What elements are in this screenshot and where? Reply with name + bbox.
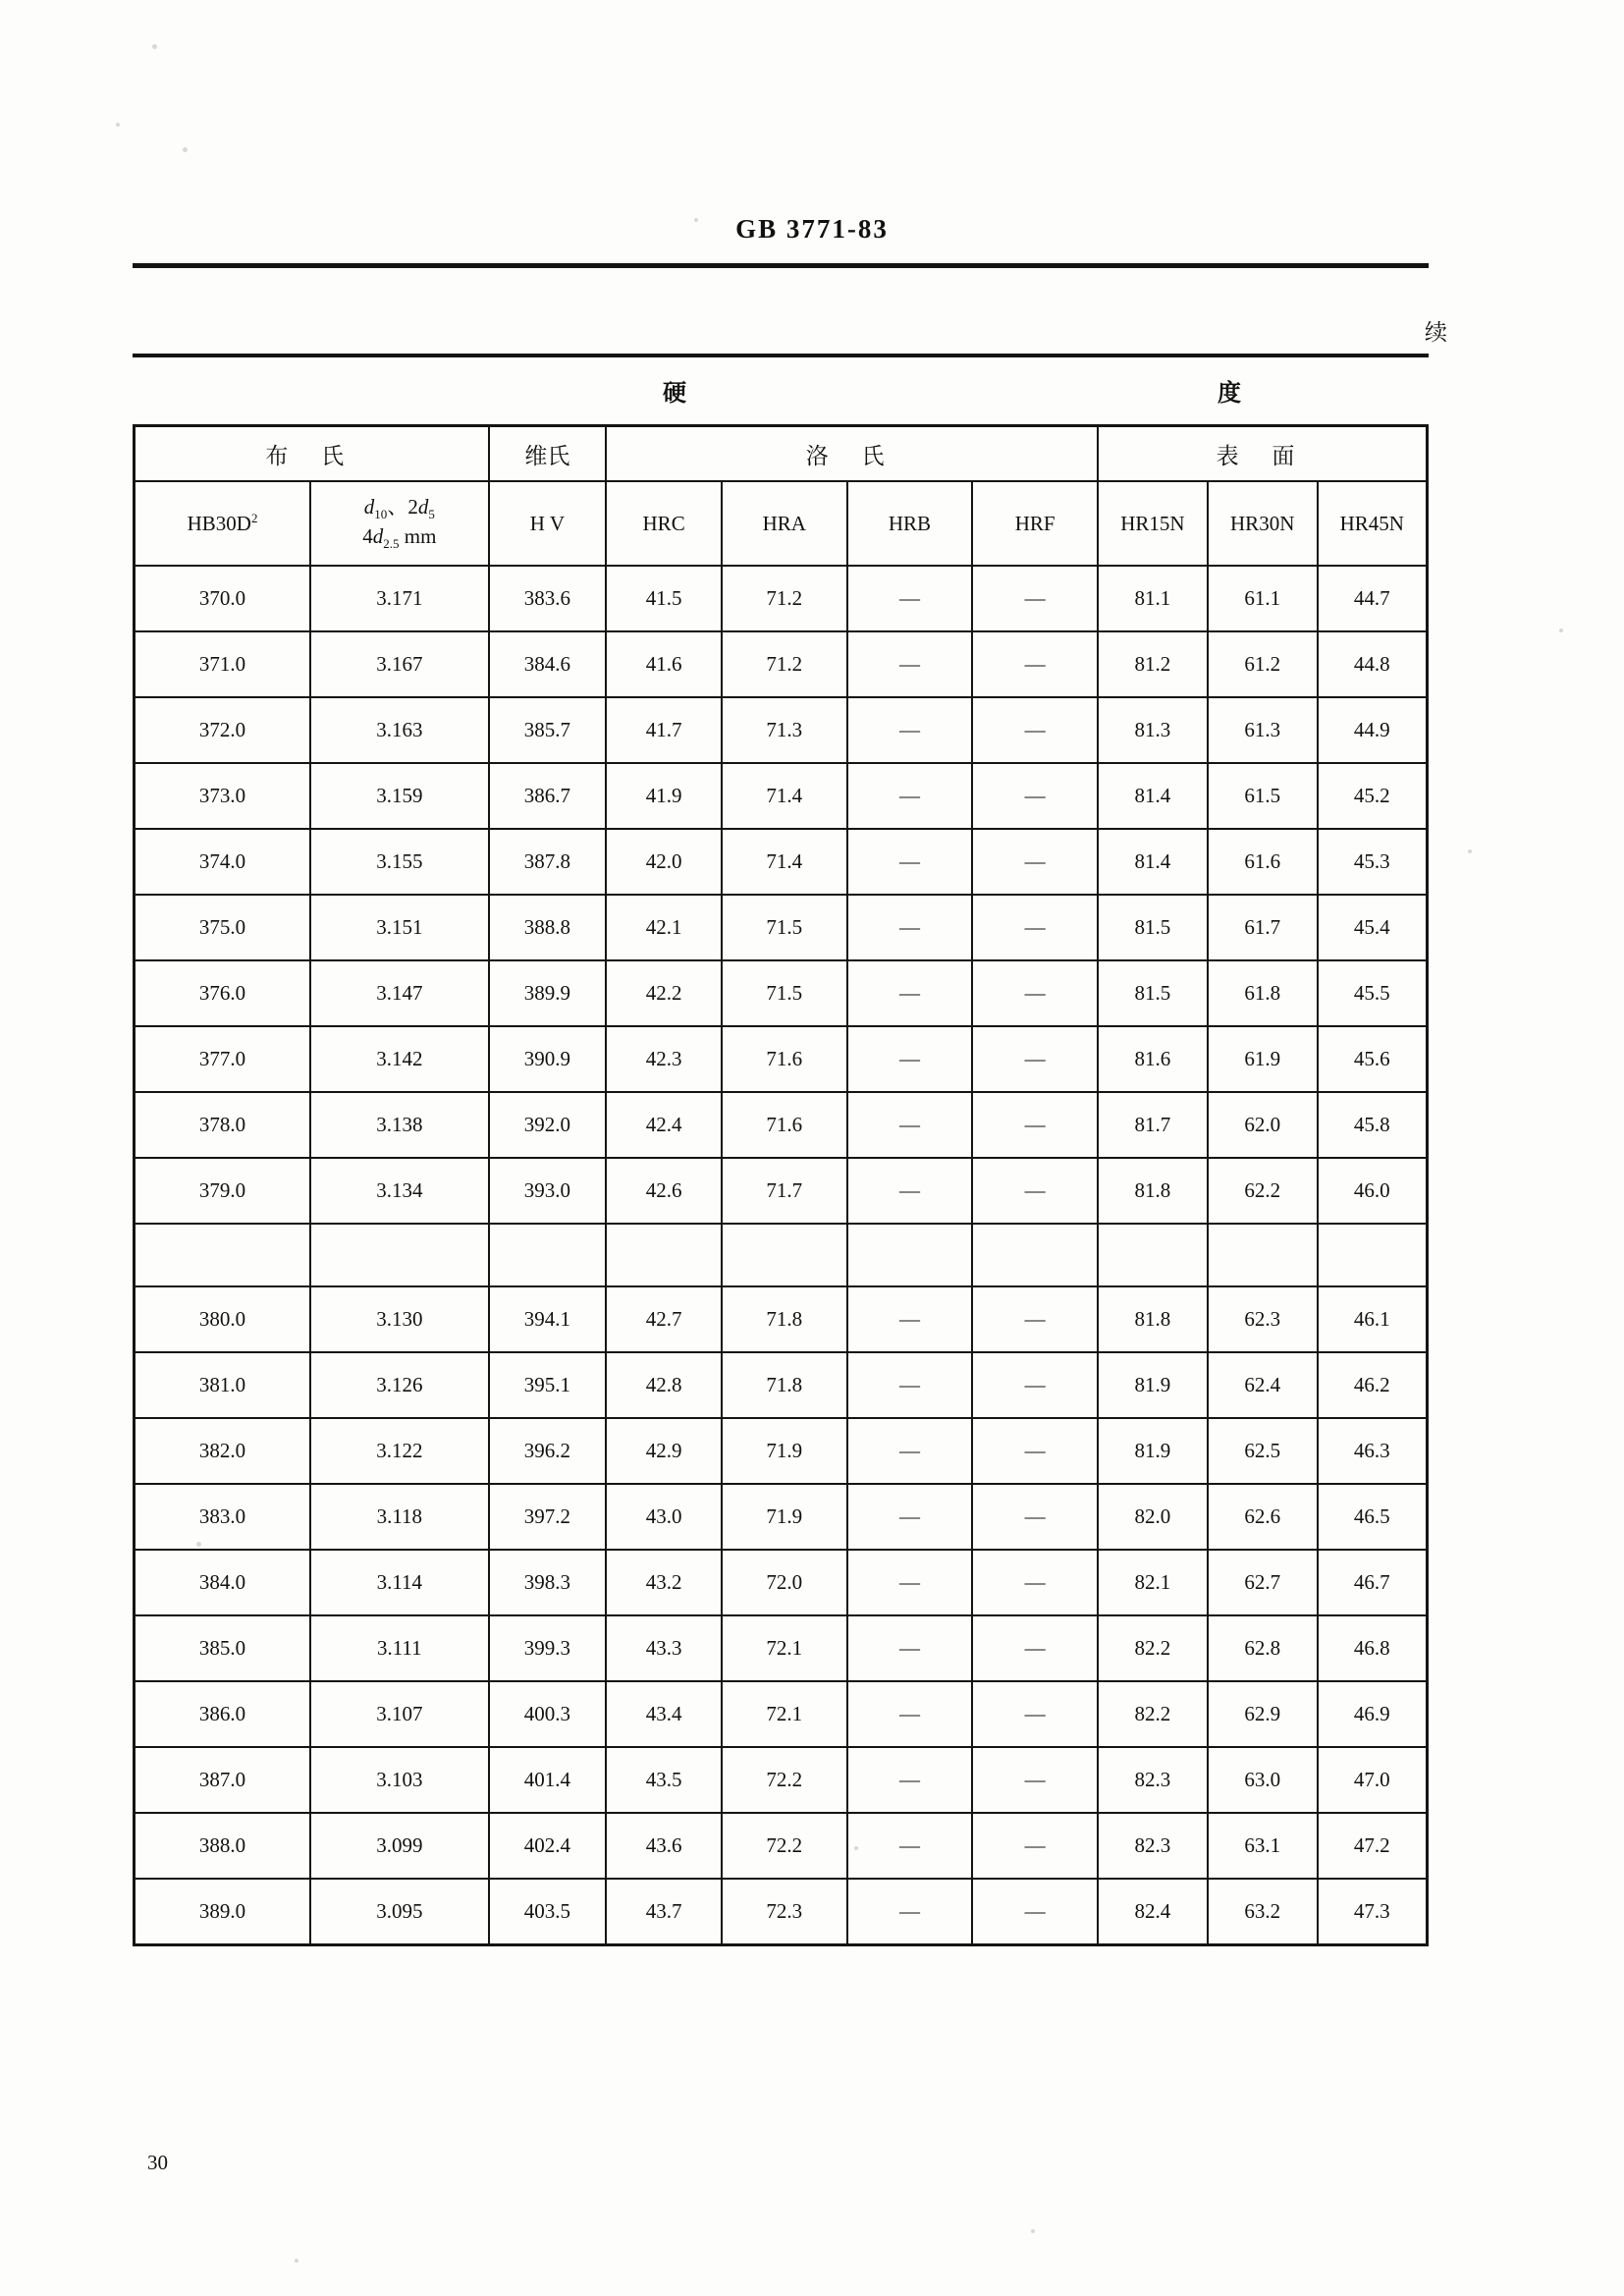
table-cell: 3.134 — [310, 1158, 488, 1224]
table-cell: 3.151 — [310, 895, 488, 960]
page-number: 30 — [147, 2151, 168, 2174]
table-cell: 3.163 — [310, 697, 488, 763]
hardness-conversion-table — [133, 424, 1429, 1946]
table-cell: 3.171 — [310, 566, 488, 631]
diameter-line-1 — [311, 494, 487, 523]
table-cell: 81.2 — [1098, 631, 1208, 697]
table-row — [135, 1615, 1428, 1681]
table-cell: 71.6 — [722, 1026, 847, 1092]
table-cell: — — [847, 1813, 973, 1879]
group-vickers: 维氏 — [489, 426, 607, 482]
table-cell: 62.2 — [1208, 1158, 1318, 1224]
table-cell: 71.4 — [722, 829, 847, 895]
d-symbol-2: d — [417, 495, 429, 519]
table-cell: 61.7 — [1208, 895, 1318, 960]
col-header-hrb: HRB — [847, 481, 973, 566]
table-cell: 46.8 — [1318, 1615, 1428, 1681]
table-cell: 81.3 — [1098, 697, 1208, 763]
table-cell: 46.0 — [1318, 1158, 1428, 1224]
table-cell: 45.3 — [1318, 829, 1428, 895]
table-cell: 43.0 — [606, 1484, 722, 1550]
table-cell: — — [972, 697, 1098, 763]
table-cell: 47.2 — [1318, 1813, 1428, 1879]
table-row — [135, 1747, 1428, 1813]
table-cell — [847, 1224, 973, 1286]
table-cell: 42.9 — [606, 1418, 722, 1484]
table-cell: 81.5 — [1098, 960, 1208, 1026]
table-cell: 41.9 — [606, 763, 722, 829]
table-cell: 383.6 — [489, 566, 607, 631]
table-cell: 385.0 — [135, 1615, 311, 1681]
table-cell: 396.2 — [489, 1418, 607, 1484]
table-cell: 46.1 — [1318, 1286, 1428, 1352]
table-cell: 389.9 — [489, 960, 607, 1026]
table-row — [135, 1418, 1428, 1484]
coef-2: 2 — [407, 495, 418, 519]
table-row — [135, 631, 1428, 697]
table-cell — [1098, 1224, 1208, 1286]
table-cell: 3.118 — [310, 1484, 488, 1550]
table-cell: 82.2 — [1098, 1681, 1208, 1747]
table-cell: — — [972, 1286, 1098, 1352]
table-cell: 71.3 — [722, 697, 847, 763]
table-cell: 72.2 — [722, 1747, 847, 1813]
table-cell: — — [972, 1092, 1098, 1158]
table-cell — [1208, 1224, 1318, 1286]
table-cell: 42.2 — [606, 960, 722, 1026]
table-cell: — — [847, 1352, 973, 1418]
table-cell: — — [972, 1813, 1098, 1879]
table-cell: 46.9 — [1318, 1681, 1428, 1747]
table-row — [135, 1286, 1428, 1352]
table-cell: 403.5 — [489, 1879, 607, 1945]
table-cell: 81.9 — [1098, 1418, 1208, 1484]
table-cell: 82.1 — [1098, 1550, 1208, 1615]
table-cell: 81.8 — [1098, 1286, 1208, 1352]
d-sub-25: 2.5 — [383, 536, 400, 552]
table-cell: 82.0 — [1098, 1484, 1208, 1550]
col-header-hra: HRA — [722, 481, 847, 566]
table-cell: 42.1 — [606, 895, 722, 960]
table-cell: — — [972, 960, 1098, 1026]
table-cell: 387.8 — [489, 829, 607, 895]
group-brinell: 布 氏 — [135, 426, 489, 482]
table-cell: — — [847, 631, 973, 697]
table-cell: — — [972, 566, 1098, 631]
table-cell: 81.4 — [1098, 829, 1208, 895]
continued-label: 续 — [1425, 320, 1447, 345]
table-cell: 3.099 — [310, 1813, 488, 1879]
table-cell: 43.6 — [606, 1813, 722, 1879]
hardness-band-right: 度 — [1218, 381, 1241, 407]
table-cell: 62.3 — [1208, 1286, 1318, 1352]
table-cell: 42.8 — [606, 1352, 722, 1418]
table-cell: 71.4 — [722, 763, 847, 829]
table-cell: — — [847, 1418, 973, 1484]
scan-speck — [1031, 2229, 1035, 2233]
table-cell: — — [972, 1026, 1098, 1092]
table-cell: 43.3 — [606, 1615, 722, 1681]
col-header-indent-diameter — [310, 481, 488, 566]
table-cell: — — [972, 1615, 1098, 1681]
table-cell: 41.5 — [606, 566, 722, 631]
table-cell: 61.3 — [1208, 697, 1318, 763]
table-spacer-row — [135, 1224, 1428, 1286]
table-cell: 42.3 — [606, 1026, 722, 1092]
table-cell: — — [847, 1286, 973, 1352]
table-cell: 71.7 — [722, 1158, 847, 1224]
table-cell — [972, 1224, 1098, 1286]
table-cell: 386.0 — [135, 1681, 311, 1747]
table-cell: 372.0 — [135, 697, 311, 763]
table-cell: 62.7 — [1208, 1550, 1318, 1615]
table-cell: — — [847, 1484, 973, 1550]
table-row — [135, 829, 1428, 895]
table-cell: 71.2 — [722, 631, 847, 697]
table-cell: 377.0 — [135, 1026, 311, 1092]
table-row — [135, 1026, 1428, 1092]
table-cell: — — [972, 1418, 1098, 1484]
col-header-hr45n: HR45N — [1318, 481, 1428, 566]
table-cell: — — [847, 1026, 973, 1092]
table-cell: 62.8 — [1208, 1615, 1318, 1681]
table-cell: 42.0 — [606, 829, 722, 895]
table-cell — [1318, 1224, 1428, 1286]
table-cell: — — [972, 1550, 1098, 1615]
table-cell: 371.0 — [135, 631, 311, 697]
d-symbol-3: d — [372, 524, 384, 548]
table-row — [135, 1681, 1428, 1747]
table-cell: 3.155 — [310, 829, 488, 895]
table-cell: 401.4 — [489, 1747, 607, 1813]
table-row — [135, 1092, 1428, 1158]
table-cell: 384.0 — [135, 1550, 311, 1615]
table-cell: 389.0 — [135, 1879, 311, 1945]
table-cell: 45.2 — [1318, 763, 1428, 829]
table-cell: 3.114 — [310, 1550, 488, 1615]
diameter-line-2 — [311, 523, 487, 553]
table-cell: — — [847, 1092, 973, 1158]
table-cell: — — [972, 895, 1098, 960]
table-cell: 71.5 — [722, 960, 847, 1026]
table-cell: — — [847, 1615, 973, 1681]
table-cell: 374.0 — [135, 829, 311, 895]
table-cell: 3.111 — [310, 1615, 488, 1681]
table-cell: 81.8 — [1098, 1158, 1208, 1224]
table-cell: 3.095 — [310, 1879, 488, 1945]
table-cell: 72.2 — [722, 1813, 847, 1879]
table-cell: 72.0 — [722, 1550, 847, 1615]
table-cell: 390.9 — [489, 1026, 607, 1092]
col-header-hr15n: HR15N — [1098, 481, 1208, 566]
table-cell: — — [972, 1747, 1098, 1813]
table-cell: 43.2 — [606, 1550, 722, 1615]
table-cell: 42.4 — [606, 1092, 722, 1158]
table-cell: 82.4 — [1098, 1879, 1208, 1945]
table-cell: 44.7 — [1318, 566, 1428, 631]
col-header-hb30d2 — [135, 481, 311, 566]
table-cell: 81.4 — [1098, 763, 1208, 829]
table-cell: — — [847, 697, 973, 763]
hardness-band — [133, 359, 1429, 424]
table-cell: 72.1 — [722, 1615, 847, 1681]
table-cell: 61.9 — [1208, 1026, 1318, 1092]
table-group-header-row — [135, 426, 1428, 482]
table-cell: 81.5 — [1098, 895, 1208, 960]
d-symbol: d — [363, 495, 375, 519]
d-sub-10: 10 — [374, 507, 388, 522]
table-cell: 46.5 — [1318, 1484, 1428, 1550]
table-cell: 72.1 — [722, 1681, 847, 1747]
table-cell: 62.9 — [1208, 1681, 1318, 1747]
table-cell: 82.2 — [1098, 1615, 1208, 1681]
page-title: GB 3771-83 — [735, 214, 889, 244]
table-cell: 46.7 — [1318, 1550, 1428, 1615]
table-cell: — — [847, 895, 973, 960]
table-cell: 81.7 — [1098, 1092, 1208, 1158]
table-cell: — — [972, 1681, 1098, 1747]
hb-label: HB30D — [187, 512, 251, 535]
table-row — [135, 566, 1428, 631]
group-rockwell: 洛 氏 — [606, 426, 1098, 482]
table-cell: 41.7 — [606, 697, 722, 763]
scan-speck — [152, 44, 157, 49]
table-cell: 370.0 — [135, 566, 311, 631]
table-cell: — — [972, 763, 1098, 829]
table-cell: 43.7 — [606, 1879, 722, 1945]
table-cell: 47.3 — [1318, 1879, 1428, 1945]
table-cell: 71.9 — [722, 1484, 847, 1550]
table-cell — [135, 1224, 311, 1286]
group-superficial: 表 面 — [1098, 426, 1428, 482]
table-cell: 3.103 — [310, 1747, 488, 1813]
table-cell: 379.0 — [135, 1158, 311, 1224]
table-cell: 45.6 — [1318, 1026, 1428, 1092]
table-cell: — — [847, 1879, 973, 1945]
table-cell: 71.6 — [722, 1092, 847, 1158]
table-cell: 388.0 — [135, 1813, 311, 1879]
table-cell: 63.0 — [1208, 1747, 1318, 1813]
table-cell: 61.8 — [1208, 960, 1318, 1026]
table-cell: 46.2 — [1318, 1352, 1428, 1418]
table-cell: 81.9 — [1098, 1352, 1208, 1418]
hardness-band-left: 硬 — [663, 381, 686, 407]
table-row — [135, 1550, 1428, 1615]
table-row — [135, 763, 1428, 829]
table-cell: 375.0 — [135, 895, 311, 960]
table-cell: 373.0 — [135, 763, 311, 829]
scan-speck — [295, 2259, 298, 2263]
table-cell: 82.3 — [1098, 1813, 1208, 1879]
coef-4: 4 — [362, 524, 373, 548]
table-cell — [606, 1224, 722, 1286]
table-cell: 397.2 — [489, 1484, 607, 1550]
table-cell: 71.8 — [722, 1286, 847, 1352]
table-cell: 399.3 — [489, 1615, 607, 1681]
scan-speck — [183, 147, 188, 152]
table-cell: — — [847, 763, 973, 829]
table-cell: 72.3 — [722, 1879, 847, 1945]
table-cell: 61.1 — [1208, 566, 1318, 631]
table-cell: 394.1 — [489, 1286, 607, 1352]
unit-mm: mm — [399, 524, 437, 548]
table-cell: 385.7 — [489, 697, 607, 763]
table-row — [135, 697, 1428, 763]
scan-speck — [1559, 629, 1563, 632]
table-cell: 380.0 — [135, 1286, 311, 1352]
hb-exponent: 2 — [250, 511, 258, 525]
table-cell: 45.5 — [1318, 960, 1428, 1026]
table-cell — [310, 1224, 488, 1286]
table-cell: 42.7 — [606, 1286, 722, 1352]
table-cell: 3.107 — [310, 1681, 488, 1747]
table-cell: — — [847, 1158, 973, 1224]
table-cell: 62.6 — [1208, 1484, 1318, 1550]
table-cell: — — [847, 566, 973, 631]
header-rule-second — [133, 354, 1429, 357]
table-cell: 62.4 — [1208, 1352, 1318, 1418]
table-cell: 386.7 — [489, 763, 607, 829]
table-cell: 395.1 — [489, 1352, 607, 1418]
table-cell — [722, 1224, 847, 1286]
table-cell: 45.8 — [1318, 1092, 1428, 1158]
table-cell: 3.122 — [310, 1418, 488, 1484]
table-cell: 382.0 — [135, 1418, 311, 1484]
table-cell: 383.0 — [135, 1484, 311, 1550]
table-cell: 44.8 — [1318, 631, 1428, 697]
table-cell: 61.2 — [1208, 631, 1318, 697]
table-cell: 376.0 — [135, 960, 311, 1026]
table-row — [135, 895, 1428, 960]
table-cell: 81.6 — [1098, 1026, 1208, 1092]
table-cell: 44.9 — [1318, 697, 1428, 763]
table-cell: 3.130 — [310, 1286, 488, 1352]
table-cell: 3.167 — [310, 631, 488, 697]
col-header-hv: H V — [489, 481, 607, 566]
table-cell: 41.6 — [606, 631, 722, 697]
table-cell: 71.9 — [722, 1418, 847, 1484]
table-cell: 3.126 — [310, 1352, 488, 1418]
table-cell: 82.3 — [1098, 1747, 1208, 1813]
table-cell: 400.3 — [489, 1681, 607, 1747]
table-row — [135, 960, 1428, 1026]
table-cell: 398.3 — [489, 1550, 607, 1615]
table-cell: — — [972, 631, 1098, 697]
scan-speck — [1468, 849, 1472, 853]
table-cell: 384.6 — [489, 631, 607, 697]
table-cell: 62.5 — [1208, 1418, 1318, 1484]
table-row — [135, 1158, 1428, 1224]
table-cell: — — [972, 1158, 1098, 1224]
table-cell: 61.6 — [1208, 829, 1318, 895]
table-cell: — — [972, 1879, 1098, 1945]
table-cell: — — [847, 829, 973, 895]
table-cell: 393.0 — [489, 1158, 607, 1224]
table-cell: 3.138 — [310, 1092, 488, 1158]
table-cell: 43.5 — [606, 1747, 722, 1813]
table-cell: 392.0 — [489, 1092, 607, 1158]
separator: 、 — [387, 495, 408, 519]
table-row — [135, 1352, 1428, 1418]
table-cell: 43.4 — [606, 1681, 722, 1747]
table-row — [135, 1813, 1428, 1879]
table-cell: 378.0 — [135, 1092, 311, 1158]
table-cell: 62.0 — [1208, 1092, 1318, 1158]
table-cell: 42.6 — [606, 1158, 722, 1224]
table-cell: 71.8 — [722, 1352, 847, 1418]
table-cell: 81.1 — [1098, 566, 1208, 631]
table-cell — [489, 1224, 607, 1286]
table-cell: 3.147 — [310, 960, 488, 1026]
table-cell: 61.5 — [1208, 763, 1318, 829]
col-header-hrc: HRC — [606, 481, 722, 566]
col-header-hr30n: HR30N — [1208, 481, 1318, 566]
scan-speck — [116, 123, 120, 127]
table-cell: 63.2 — [1208, 1879, 1318, 1945]
table-column-header-row — [135, 481, 1428, 566]
table-cell: — — [847, 1550, 973, 1615]
table-cell: 381.0 — [135, 1352, 311, 1418]
d-sub-5: 5 — [428, 507, 435, 522]
table-cell: — — [847, 960, 973, 1026]
table-cell: — — [847, 1747, 973, 1813]
table-cell: — — [972, 829, 1098, 895]
table-cell: 71.2 — [722, 566, 847, 631]
table-cell: 71.5 — [722, 895, 847, 960]
table-cell: 47.0 — [1318, 1747, 1428, 1813]
table-cell: 402.4 — [489, 1813, 607, 1879]
table-cell: 387.0 — [135, 1747, 311, 1813]
table-cell: 3.159 — [310, 763, 488, 829]
table-cell: 3.142 — [310, 1026, 488, 1092]
table-cell: — — [972, 1352, 1098, 1418]
table-cell: 63.1 — [1208, 1813, 1318, 1879]
table-row — [135, 1879, 1428, 1945]
col-header-hrf: HRF — [972, 481, 1098, 566]
header-rule-top — [133, 263, 1429, 268]
table-cell: — — [847, 1681, 973, 1747]
table-cell: 46.3 — [1318, 1418, 1428, 1484]
table-cell: — — [972, 1484, 1098, 1550]
table-cell: 388.8 — [489, 895, 607, 960]
table-cell: 45.4 — [1318, 895, 1428, 960]
table-row — [135, 1484, 1428, 1550]
